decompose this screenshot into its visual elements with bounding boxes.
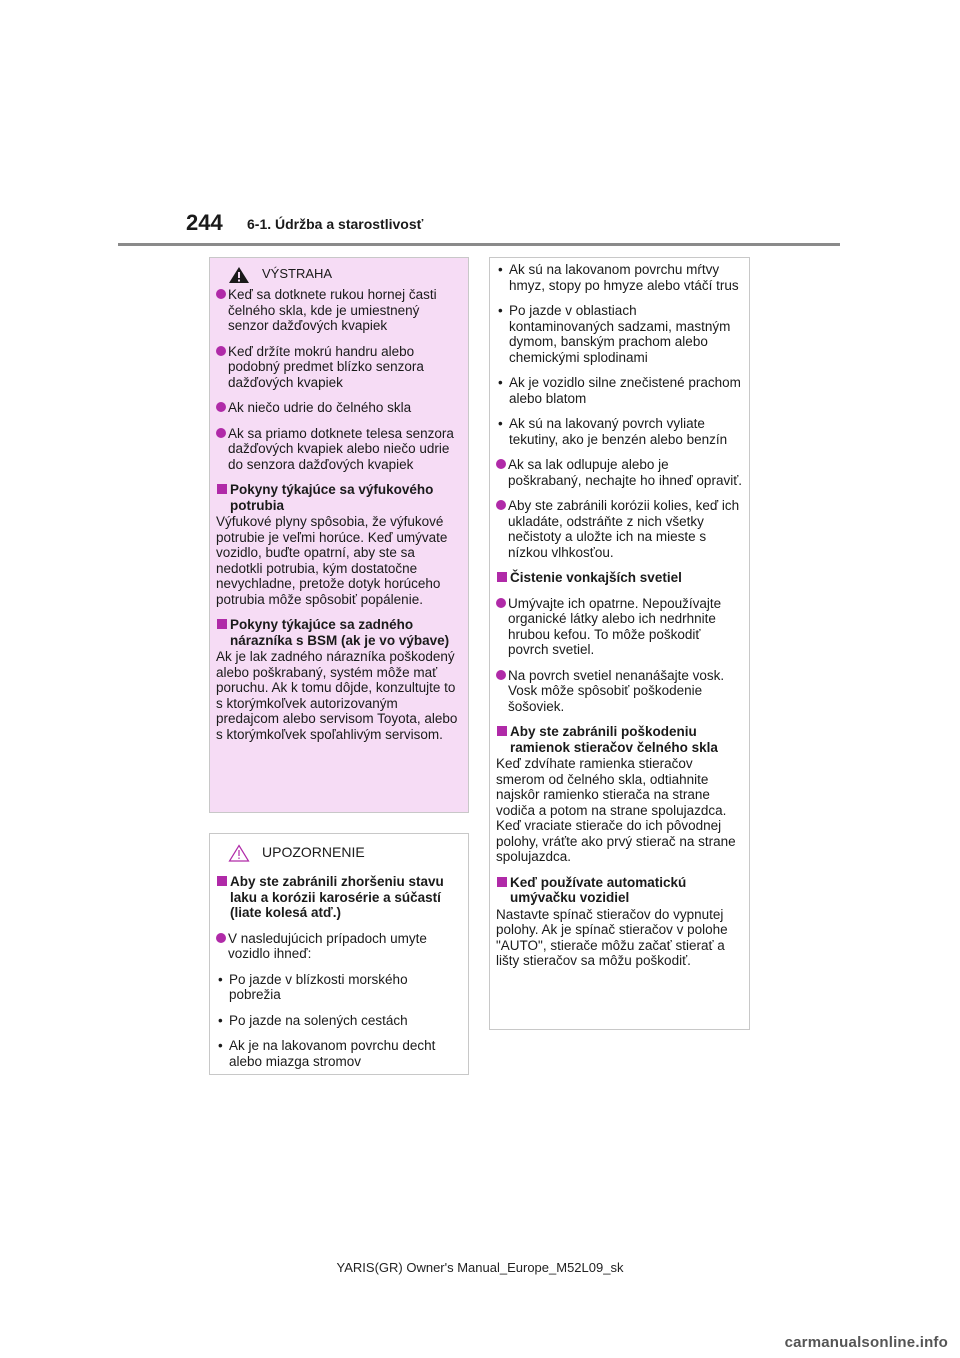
watermark: carmanualsonline.info bbox=[784, 1334, 948, 1351]
bullet-item bbox=[496, 668, 743, 715]
sub-list-item bbox=[216, 1013, 462, 1029]
paragraph bbox=[216, 514, 462, 607]
bullet-text: Aby ste zabránili korózii kolies, keď ich ukladáte, odstráňte z nich všetky nečistoty a uložte ich na mieste s nízkou vlhkosťou. bbox=[508, 498, 740, 560]
sub-list-item bbox=[496, 375, 743, 406]
small-bullet-icon: • bbox=[498, 416, 503, 431]
subsection-heading bbox=[216, 617, 462, 648]
bullet-text: Na povrch svetiel nenanášajte vosk. Vosk môže spôsobiť poškodenie šošoviek. bbox=[508, 667, 725, 714]
notice-title: UPOZORNENIE bbox=[262, 844, 365, 860]
heading-text: Pokyny týkajúce sa výfukového potrubia bbox=[230, 482, 434, 513]
square-marker-icon bbox=[497, 572, 507, 582]
bullet-text: Ak sa lak odlupuje alebo je poškrabaný, nechajte ho ihneď opraviť. bbox=[508, 457, 743, 488]
bullet-text: Ak sa priamo dotknete telesa senzora dažďových kvapiek alebo niečo udrie do senzora dažďových kvapiek bbox=[228, 425, 454, 472]
caution-triangle-icon bbox=[228, 844, 250, 862]
continued-notice-body bbox=[490, 258, 749, 969]
bullet-item bbox=[496, 457, 743, 488]
bullet-dot-icon bbox=[496, 500, 506, 510]
small-bullet-icon: • bbox=[218, 1038, 223, 1053]
warning-header bbox=[210, 258, 468, 287]
sub-item-text: Ak sú na lakovanom povrchu mŕtvy hmyz, stopy po hmyze alebo vtáčí trus bbox=[509, 262, 739, 293]
sub-item-text: Po jazde na solených cestách bbox=[229, 1012, 408, 1028]
bullet-text: Ak niečo udrie do čelného skla bbox=[228, 400, 412, 415]
square-marker-icon bbox=[497, 726, 507, 736]
bullet-text: Keď držíte mokrú handru alebo podobný predmet blízko senzora dažďových kvapiek bbox=[228, 343, 424, 390]
subsection-heading bbox=[216, 874, 462, 921]
heading-text: Aby ste zabránili zhoršeniu stavu laku a korózii karosérie a súčastí (liate kolesá atď.) bbox=[230, 874, 444, 920]
section-title: 6-1. Údržba a starostlivosť bbox=[247, 216, 424, 232]
bullet-text: Umývajte ich opatrne. Nepoužívajte organické látky alebo ich nedrhnite hrubou kefou. To môže poškodiť povrch svetiel. bbox=[508, 595, 722, 657]
square-marker-icon bbox=[217, 484, 227, 494]
small-bullet-icon: • bbox=[498, 262, 503, 277]
bullet-text: V nasledujúcich prípadoch umyte vozidlo ihneď: bbox=[228, 930, 427, 961]
paragraph bbox=[216, 649, 462, 742]
bullet-dot-icon bbox=[216, 289, 226, 299]
subsection-heading bbox=[496, 724, 743, 755]
heading-text: Aby ste zabránili poškodeniu ramienok stieračov čelného skla bbox=[510, 724, 718, 755]
bullet-dot-icon bbox=[216, 428, 226, 438]
bullet-item bbox=[216, 400, 462, 416]
square-marker-icon bbox=[217, 876, 227, 886]
small-bullet-icon: • bbox=[498, 375, 503, 390]
bullet-text: Keď sa dotknete rukou hornej časti čelného skla, kde je umiestnený senzor dažďových kvapiek bbox=[228, 287, 437, 333]
footer-manual-id: YARIS(GR) Owner's Manual_Europe_M52L09_sk bbox=[336, 1260, 624, 1275]
heading-text: Pokyny týkajúce sa zadného nárazníka s BSM (ak je vo výbave) bbox=[230, 617, 450, 648]
warning-title: VÝSTRAHA bbox=[262, 266, 333, 281]
bullet-dot-icon bbox=[496, 670, 506, 680]
sub-item-text: Po jazde v oblastiach kontaminovaných sadzami, mastným dymom, banským prachom alebo chemickými splodinami bbox=[509, 303, 731, 365]
bullet-item bbox=[496, 596, 743, 658]
small-bullet-icon: • bbox=[218, 1012, 223, 1028]
sub-list-item bbox=[496, 416, 743, 447]
heading-text: Keď používate automatickú umývačku vozidiel bbox=[510, 874, 687, 905]
paragraph-text: Keď zdvíhate ramienka stieračov smerom od čelného skla, odtiahnite najskôr ramienko stierača na strane vodiča a potom na strane spolujazdca. Keď vraciate stierače do ich pôvodnej polohy, vráťte ako prvý stierač na strane spolujazdca. bbox=[496, 756, 736, 864]
warning-triangle-icon bbox=[228, 266, 250, 284]
notice-header bbox=[210, 834, 468, 874]
subsection-heading bbox=[496, 570, 743, 586]
continued-notice-box bbox=[489, 257, 750, 1030]
bullet-dot-icon bbox=[496, 459, 506, 469]
bullet-item bbox=[496, 498, 743, 560]
sub-list-item bbox=[216, 1038, 462, 1069]
subsection-heading bbox=[496, 875, 743, 906]
sub-item-text: Ak sú na lakovaný povrch vyliate tekutiny, ako je benzén alebo benzín bbox=[509, 416, 728, 447]
bullet-item bbox=[216, 931, 462, 962]
warning-body bbox=[210, 287, 468, 742]
bullet-item bbox=[216, 426, 462, 473]
page-number: 244 bbox=[186, 210, 223, 235]
sub-item-text: Ak je vozidlo silne znečistené prachom alebo blatom bbox=[509, 375, 741, 406]
small-bullet-icon: • bbox=[498, 303, 503, 318]
notice-body bbox=[210, 874, 468, 1069]
square-marker-icon bbox=[217, 619, 227, 629]
bullet-item bbox=[216, 344, 462, 391]
square-marker-icon bbox=[497, 877, 507, 887]
small-bullet-icon: • bbox=[218, 971, 223, 987]
paragraph-text: Ak je lak zadného nárazníka poškodený alebo poškrabaný, systém môže mať poruchu. Ak k tomu dôjde, konzultujte to s ktorýmkoľvek autorizovaným predajcom alebo servisom Toyota, alebo s ktorýmkoľvek spoľahlivým servisom. bbox=[216, 649, 458, 742]
sub-item-text: Po jazde v blízkosti morského pobrežia bbox=[229, 971, 408, 1002]
subsection-heading bbox=[216, 482, 462, 513]
paragraph-text: Výfukové plyny spôsobia, že výfukové potrubie je veľmi horúce. Keď umývate vozidlo, buďte opatrní, aby ste sa nedotkli potrubia, kým dostatočne nevychladne, pretože dotyk horúceho potrubia môže spôsobiť popálenie. bbox=[216, 514, 448, 607]
sub-list-item bbox=[216, 972, 462, 1003]
paragraph bbox=[496, 907, 743, 969]
sub-list-item bbox=[496, 262, 743, 293]
bullet-dot-icon bbox=[216, 933, 226, 943]
sub-list-item bbox=[496, 303, 743, 365]
header-divider bbox=[118, 243, 840, 246]
bullet-dot-icon bbox=[496, 598, 506, 608]
warning-box bbox=[209, 257, 469, 813]
bullet-dot-icon bbox=[216, 346, 226, 356]
notice-box bbox=[209, 833, 469, 1075]
paragraph bbox=[496, 756, 743, 865]
bullet-dot-icon bbox=[216, 402, 226, 412]
heading-text: Čistenie vonkajších svetiel bbox=[510, 570, 682, 585]
paragraph-text: Nastavte spínač stieračov do vypnutej polohy. Ak je spínač stieračov v polohe "AUTO", stierače môžu začať stierať a lišty stieračov sa môžu poškodiť. bbox=[496, 906, 728, 968]
sub-item-text: Ak je na lakovanom povrchu decht alebo miazga stromov bbox=[229, 1038, 436, 1069]
bullet-item bbox=[216, 287, 462, 334]
